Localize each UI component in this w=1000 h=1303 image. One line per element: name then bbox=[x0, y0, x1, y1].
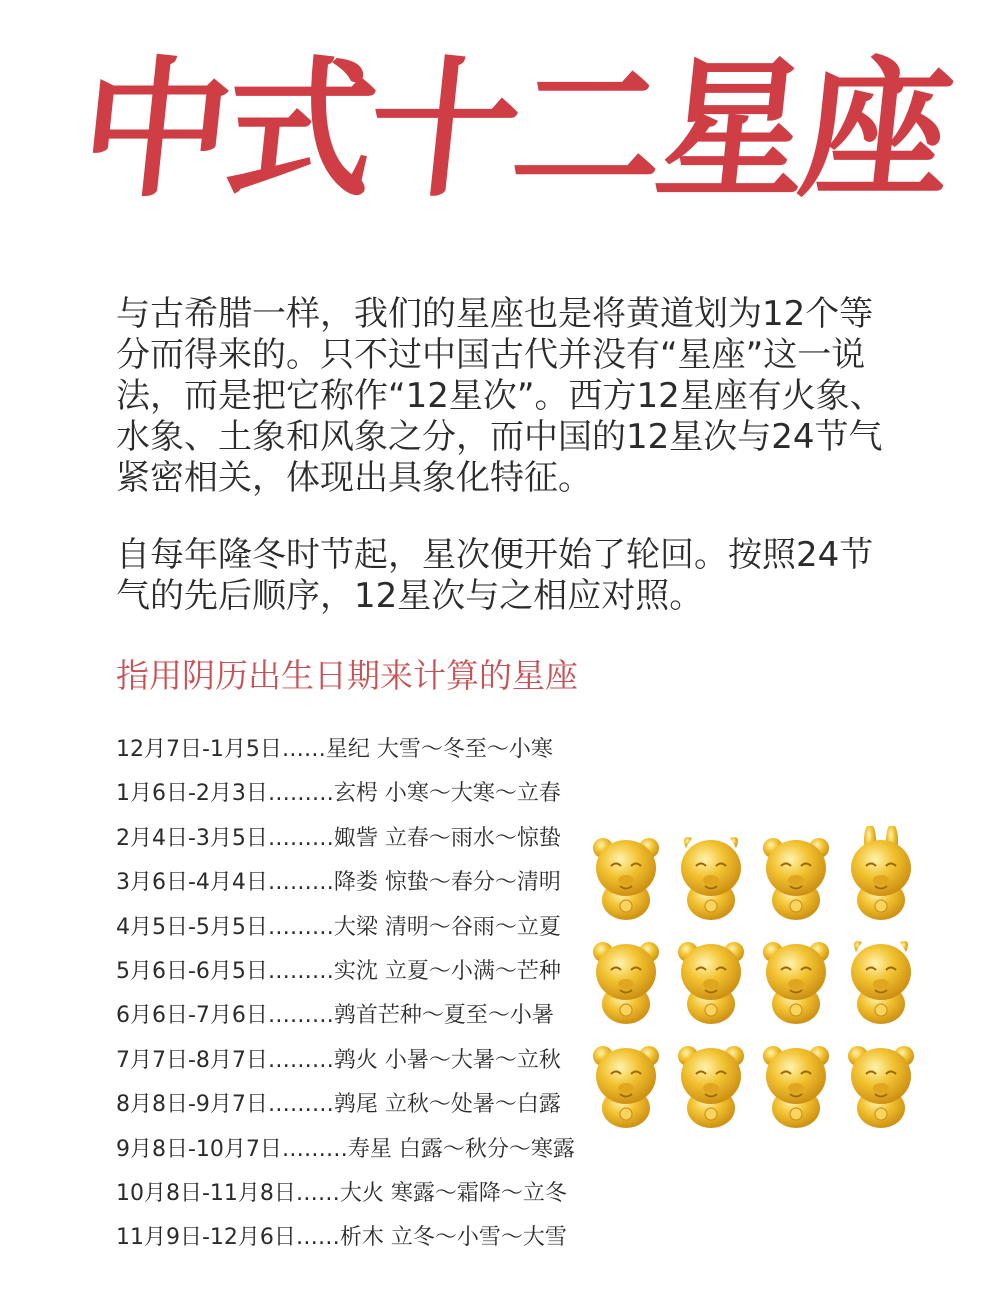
rooster-charm-icon bbox=[672, 1034, 750, 1130]
section-heading: 指用阴历出生日期来计算的星座 bbox=[116, 656, 578, 695]
list-item: 3月6日-4月4日………降娄 惊蛰～春分～清明 bbox=[116, 870, 561, 896]
cycle-paragraph: 自每年隆冬时节起，星次便开始了轮回。按照24节气的先后顺序，12星次与之相应对照。 bbox=[116, 535, 874, 616]
list-item: 4月5日-5月5日………大梁 清明～谷雨～立夏 bbox=[116, 914, 561, 940]
snake-charm-icon bbox=[672, 930, 750, 1026]
monkey-charm-icon bbox=[587, 1034, 665, 1130]
list-item: 8月8日-9月7日………鹑尾 立秋～处暑～白露 bbox=[116, 1092, 561, 1118]
horse-charm-icon bbox=[757, 930, 835, 1026]
list-item: 7月7日-8月7日………鹑火 小暑～大暑～立秋 bbox=[116, 1047, 561, 1073]
page-title: 中式十二星座 bbox=[72, 44, 955, 218]
goat-charm-icon bbox=[842, 930, 920, 1026]
list-item: 1月6日-2月3日………玄枵 小寒～大寒～立春 bbox=[116, 781, 561, 807]
rabbit-charm-icon bbox=[842, 826, 920, 922]
zodiac-gold-charms-image bbox=[583, 822, 923, 1134]
list-item: 12月7日-1月5日……星纪 大雪～冬至～小寒 bbox=[116, 737, 553, 762]
dog-charm-icon bbox=[757, 1034, 835, 1130]
dragon-charm-icon bbox=[587, 930, 665, 1026]
list-item: 6月6日-7月6日………鹑首芒种～夏至～小暑 bbox=[116, 1003, 554, 1029]
list-item: 9月8日-10月7日………寿星 白露～秋分～寒露 bbox=[116, 1136, 575, 1162]
star-sign-list bbox=[116, 728, 576, 1261]
ox-charm-icon bbox=[672, 826, 750, 922]
list-item: 5月6日-6月5日………实沈 立夏～小满～芒种 bbox=[116, 958, 561, 984]
list-item: 10月8日-11月8日……大火 寒露～霜降～立冬 bbox=[116, 1180, 567, 1206]
tiger-charm-icon bbox=[757, 826, 835, 922]
intro-paragraph: 与古希腊一样，我们的星座也是将黄道划为12个等分而得来的。只不过中国古代并没有“星座”这一说法，而是把它称作“12星次”。西方12星座有火象、水象、土象和风象之分，而中国的12星次与24节气紧密相关，体现出具象化特征。 bbox=[116, 294, 884, 498]
pig-charm-icon bbox=[842, 1034, 920, 1130]
rat-charm-icon bbox=[587, 826, 665, 922]
list-item: 2月4日-3月5日………娵訾 立春～雨水～惊蛰 bbox=[116, 825, 561, 851]
list-item: 11月9日-12月6日……析木 立冬～小雪～大雪 bbox=[116, 1225, 567, 1251]
